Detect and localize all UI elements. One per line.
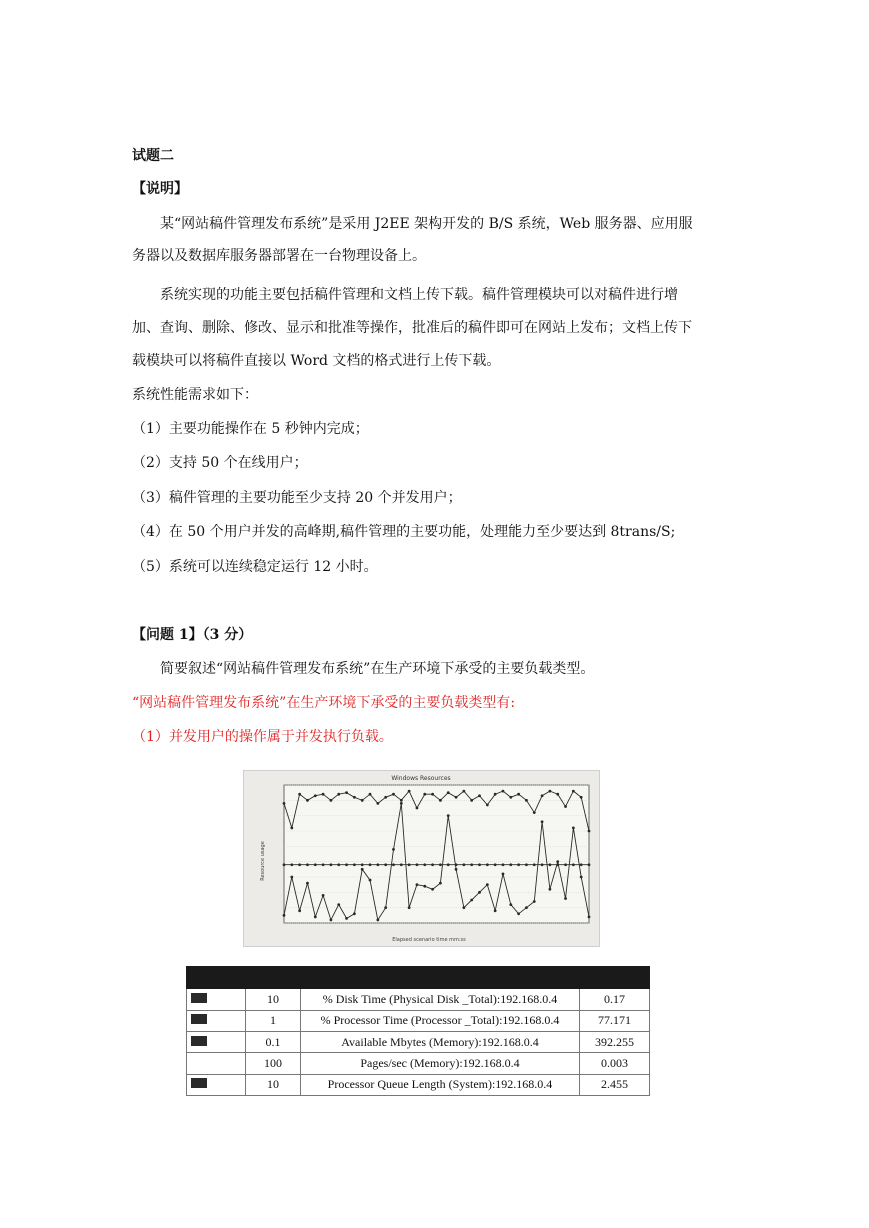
data-point: [369, 793, 372, 796]
data-point: [478, 794, 481, 797]
data-point: [423, 793, 426, 796]
data-point: [478, 863, 481, 866]
data-point: [345, 863, 348, 866]
data-point: [290, 827, 293, 830]
data-point: [361, 868, 364, 871]
data-point: [298, 793, 301, 796]
data-point: [369, 879, 372, 882]
data-point: [416, 883, 419, 886]
data-point: [353, 796, 356, 799]
data-point: [337, 903, 340, 906]
data-point: [314, 915, 317, 918]
data-point: [455, 796, 458, 799]
data-point: [548, 888, 551, 891]
data-point: [486, 883, 489, 886]
data-point: [533, 900, 536, 903]
data-point: [423, 863, 426, 866]
data-point: [588, 915, 591, 918]
data-point: [525, 863, 528, 866]
data-point: [408, 790, 411, 793]
data-point: [517, 863, 520, 866]
table-row: [187, 1010, 650, 1031]
data-point: [541, 820, 544, 823]
data-point: [541, 794, 544, 797]
plot-frame: [284, 785, 589, 923]
data-point: [298, 909, 301, 912]
data-point: [369, 863, 372, 866]
data-point: [431, 793, 434, 796]
table-header-row: [187, 967, 650, 989]
paragraph-line: 务器以及数据库服务器部署在一台物理设备上。: [132, 248, 426, 264]
data-point: [525, 799, 528, 802]
data-point: [439, 799, 442, 802]
data-point: [564, 805, 567, 808]
data-point: [330, 919, 333, 922]
data-point: [408, 906, 411, 909]
chart-title: Windows Resources: [391, 775, 451, 782]
data-point: [416, 863, 419, 866]
data-point: [470, 863, 473, 866]
counter-cell: % Processor Time (Processor _Total):192.168.0.4: [301, 1010, 580, 1031]
data-point: [400, 863, 403, 866]
data-point: [502, 873, 505, 876]
data-point: [548, 790, 551, 793]
scale-cell: 100: [246, 1053, 301, 1074]
data-point: [330, 799, 333, 802]
data-point: [306, 799, 309, 802]
data-point: [462, 906, 465, 909]
data-point: [337, 793, 340, 796]
color-swatch: [187, 1074, 246, 1095]
data-point: [556, 860, 559, 863]
chart-ylabel: Resource usage: [260, 841, 266, 881]
data-point: [400, 799, 403, 802]
table-row: [187, 1032, 650, 1053]
requirement-item: （3）稿件管理的主要功能至少支持 20 个并发用户；: [132, 490, 462, 506]
data-point: [298, 863, 301, 866]
data-point: [439, 882, 442, 885]
value-cell: 392.255: [580, 1032, 650, 1053]
data-point: [494, 793, 497, 796]
data-point: [470, 799, 473, 802]
data-point: [517, 793, 520, 796]
data-point: [322, 793, 325, 796]
data-point: [525, 906, 528, 909]
question-title: 【问题 1】（3 分）: [132, 627, 253, 643]
data-point: [392, 793, 395, 796]
value-cell: 77.171: [580, 1010, 650, 1031]
data-point: [509, 903, 512, 906]
data-point: [509, 863, 512, 866]
value-cell: 0.003: [580, 1053, 650, 1074]
value-cell: 2.455: [580, 1074, 650, 1095]
data-point: [314, 863, 317, 866]
data-point: [306, 863, 309, 866]
data-point: [353, 912, 356, 915]
data-point: [533, 811, 536, 814]
data-point: [478, 891, 481, 894]
answer-line: （1）并发用户的操作属于并发执行负载。: [132, 729, 393, 745]
paragraph-line: 载模块可以将稿件直接以 Word 文档的格式进行上传下载。: [132, 353, 501, 369]
data-point: [486, 863, 489, 866]
data-point: [502, 790, 505, 793]
data-point: [494, 909, 497, 912]
data-point: [572, 863, 575, 866]
data-point: [517, 912, 520, 915]
scale-cell: 0.1: [246, 1032, 301, 1053]
data-point: [455, 868, 458, 871]
counter-cell: Processor Queue Length (System):192.168.0.4: [301, 1074, 580, 1095]
data-point: [580, 796, 583, 799]
data-point: [322, 863, 325, 866]
data-point: [392, 848, 395, 851]
data-point: [283, 914, 286, 917]
data-point: [376, 802, 379, 805]
data-point: [447, 814, 450, 817]
requirement-item: （5）系统可以连续稳定运行 12 小时。: [132, 559, 378, 575]
data-point: [462, 863, 465, 866]
data-point: [283, 863, 286, 866]
data-point: [290, 863, 293, 866]
data-point: [486, 804, 489, 807]
data-point: [384, 863, 387, 866]
data-point: [470, 899, 473, 902]
data-point: [588, 830, 591, 833]
requirement-item: （4）在 50 个用户并发的高峰期,稿件管理的主要功能，处理能力至少要达到 8trans/S;: [132, 524, 676, 540]
data-point: [384, 906, 387, 909]
counter-table: [186, 966, 650, 1096]
paragraph-line: 系统实现的功能主要包括稿件管理和文档上传下载。稿件管理模块可以对稿件进行增: [160, 287, 678, 303]
scale-cell: 10: [246, 989, 301, 1010]
data-point: [431, 888, 434, 891]
data-point: [337, 863, 340, 866]
counter-cell: Available Mbytes (Memory):192.168.0.4: [301, 1032, 580, 1053]
scale-cell: 1: [246, 1010, 301, 1031]
scale-cell: 10: [246, 1074, 301, 1095]
data-point: [548, 863, 551, 866]
requirement-item: （2）支持 50 个在线用户；: [132, 455, 308, 471]
data-point: [580, 876, 583, 879]
data-point: [423, 885, 426, 888]
data-point: [564, 897, 567, 900]
data-point: [290, 876, 293, 879]
color-swatch: [187, 1053, 246, 1074]
data-point: [494, 863, 497, 866]
counter-cell: Pages/sec (Memory):192.168.0.4: [301, 1053, 580, 1074]
data-point: [580, 863, 583, 866]
color-swatch: [187, 1010, 246, 1031]
data-point: [384, 796, 387, 799]
chart-xlabel: Elapsed scenario time mm:ss: [392, 937, 466, 943]
question-text: 简要叙述“网站稿件管理发布系统”在生产环境下承受的主要负载类型。: [160, 661, 595, 677]
data-point: [439, 863, 442, 866]
data-point: [416, 807, 419, 810]
data-point: [330, 863, 333, 866]
data-point: [322, 894, 325, 897]
data-point: [376, 863, 379, 866]
data-point: [400, 802, 403, 805]
data-point: [392, 863, 395, 866]
table-row: [187, 989, 650, 1010]
data-point: [556, 793, 559, 796]
data-point: [541, 863, 544, 866]
data-point: [509, 796, 512, 799]
data-point: [314, 794, 317, 797]
data-point: [376, 919, 379, 922]
data-point: [408, 863, 411, 866]
answer-line: “网站稿件管理发布系统”在生产环境下承受的主要负载类型有:: [132, 695, 516, 711]
data-point: [431, 863, 434, 866]
data-point: [462, 790, 465, 793]
data-point: [345, 917, 348, 920]
paragraph-line: 某“网站稿件管理发布系统”是采用 J2EE 架构开发的 B/S 系统，Web 服务器、应用服: [160, 216, 693, 232]
data-point: [502, 863, 505, 866]
data-point: [572, 827, 575, 830]
color-swatch: [187, 1032, 246, 1053]
counter-cell: % Disk Time (Physical Disk _Total):192.168.0.4: [301, 989, 580, 1010]
table-row: [187, 1074, 650, 1095]
requirement-item: （1）主要功能操作在 5 秒钟内完成；: [132, 421, 369, 437]
data-point: [588, 863, 591, 866]
data-point: [564, 863, 567, 866]
resource-chart-svg: [244, 771, 599, 946]
section-label: 【说明】: [132, 181, 188, 197]
color-swatch: [187, 989, 246, 1010]
data-point: [572, 790, 575, 793]
data-point: [283, 802, 286, 805]
data-point: [353, 863, 356, 866]
data-point: [447, 791, 450, 794]
data-point: [306, 882, 309, 885]
perf-intro: 系统性能需求如下：: [132, 387, 258, 403]
data-point: [361, 863, 364, 866]
resource-chart: [243, 770, 600, 947]
table-row: [187, 1053, 650, 1074]
data-point: [533, 863, 536, 866]
value-cell: 0.17: [580, 989, 650, 1010]
data-point: [345, 791, 348, 794]
data-point: [447, 863, 450, 866]
exam-heading: 试题二: [132, 148, 174, 164]
paragraph-line: 加、查询、删除、修改、显示和批准等操作，批准后的稿件即可在网站上发布；文档上传下: [132, 320, 692, 336]
data-point: [361, 799, 364, 802]
